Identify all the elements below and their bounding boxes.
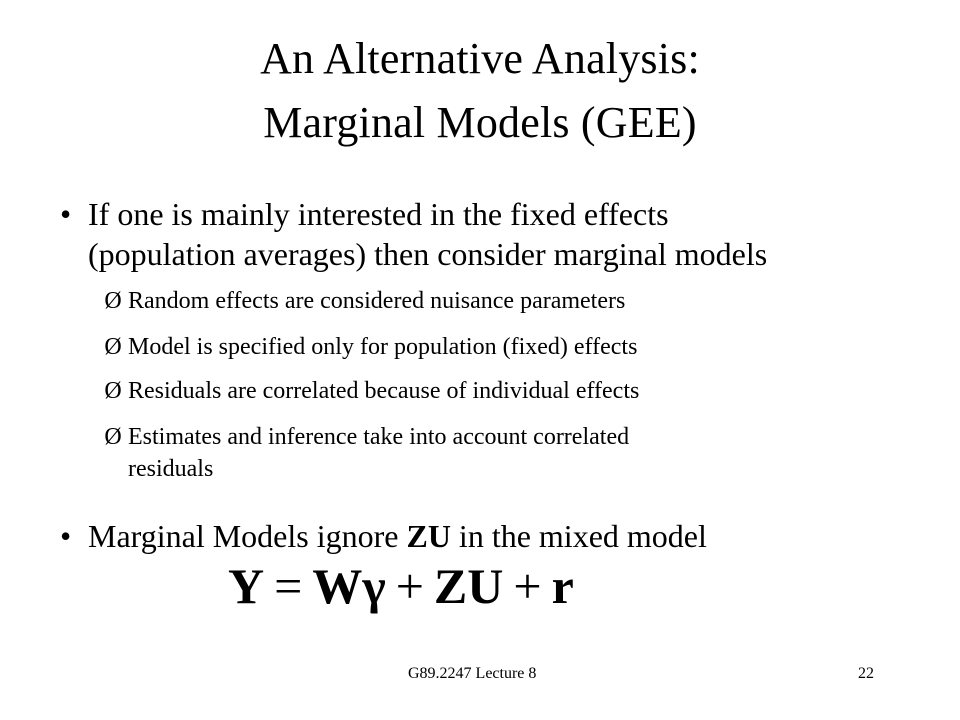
equation-term-w-gamma: Wγ (312, 558, 386, 614)
bullet-text-bold-zu: ZU (406, 518, 451, 554)
equation-term-r: r (551, 558, 574, 614)
subbullet-text: Model is specified only for population (fixed) effects (128, 334, 638, 360)
bullet-text (88, 516, 707, 556)
bullet-text-suffix: in the mixed model (450, 518, 707, 554)
subbullet-estimates-inference (102, 422, 842, 486)
equation-term-zu: ZU (433, 558, 504, 614)
bullet-text-line-2: (population averages) then consider marginal models (88, 236, 768, 272)
subbullet-text: Residuals are correlated because of individual effects (128, 378, 640, 404)
bullet-text-line-1: If one is mainly interested in the fixed effects (88, 196, 669, 232)
subbullet-text-line-2: residuals (128, 456, 214, 482)
arrow-bullet-icon: Ø (104, 378, 122, 404)
arrow-bullet-icon: Ø (104, 424, 122, 450)
equation-plus: + (395, 558, 424, 614)
equation-equals: = (274, 558, 303, 614)
footer-page-number: 22 (858, 665, 874, 682)
equation-lhs: Y (228, 558, 265, 614)
bullet-fixed-effects (60, 194, 920, 274)
equation-plus: + (513, 558, 542, 614)
bullet-marker: • (60, 196, 72, 232)
subbullet-text: Random effects are considered nuisance parameters (128, 288, 626, 314)
bullet-text-prefix: Marginal Models ignore (88, 518, 407, 554)
footer-course-label: G89.2247 Lecture 8 (408, 665, 537, 682)
subbullet-text-line-1: Estimates and inference take into account correlated (128, 424, 630, 450)
arrow-bullet-icon: Ø (104, 288, 122, 314)
slide-title-line-2: Marginal Models (GEE) (263, 98, 697, 147)
bullet-marginal-models (60, 516, 920, 556)
arrow-bullet-icon: Ø (104, 334, 122, 360)
slide-title-line-1: An Alternative Analysis: (260, 34, 700, 83)
mixed-model-equation (228, 556, 574, 616)
bullet-marker: • (60, 518, 72, 554)
